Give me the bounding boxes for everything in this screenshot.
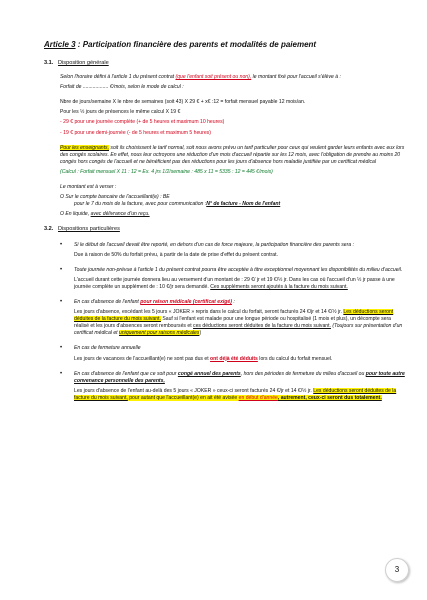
- paragraph-full-day-rate: - 29 € pour une journée complète (+ de 5 heures et maximum 10 heures): [60, 119, 225, 126]
- text-run: En cas d'absence de l'enfant: [74, 298, 141, 305]
- paragraph-half-day-rate: - 19 € pour une demi-journée (- de 5 heures et maximum 5 heures): [60, 129, 211, 136]
- text-run: Sauf si l'enfant est malade pour une longue période ou hospitalisé (1 mois et plus), un décompte sera réalisé et les jours d'absences seront remboursés et: [74, 316, 391, 330]
- paragraph-half-day: Pour les ½ jours de présences le même calcul X 19 €: [60, 109, 181, 116]
- paragraph-payment: Le montant est à verser :: [60, 184, 117, 191]
- article-title: [44, 40, 405, 50]
- text-run: Ces suppléments seront ajoutés à la facture du mois suivant.: [210, 283, 348, 290]
- highlight-yellow: Les déductions seront déduites de la facture du mois suivant,: [74, 387, 397, 401]
- text-run: Les jours d'absence, excédant les 5 jours « JOKER » repris dans le calcul du forfait, seront facturés 24 €/jr et 14 €/½ jr.: [74, 309, 342, 316]
- paragraph-teachers: [60, 145, 405, 166]
- section-3-1-body: [60, 74, 405, 218]
- text-run: Due à raison de 50% du forfait prévu, à partir de la date de prise d'effet du présent contrat.: [74, 251, 278, 258]
- bullet-icon: •: [60, 266, 63, 273]
- section-title: Dispositions particulières: [58, 226, 120, 233]
- list-item: [60, 371, 405, 402]
- text-run: ont déjà été déduits: [210, 355, 258, 362]
- bullet-icon: •: [60, 298, 63, 305]
- section-heading-3-2: [44, 226, 405, 233]
- paragraph-calc-example: (Calcul : Forfait mensuel X 11 : 12 = Ex. 4 jrs 1/2/semaine : 485 x 11 = 5335 : 12 = 445 €/mois): [60, 168, 273, 175]
- text-run: Les jours d'absence de l'enfant au-delà des 5 jours « JOKER » ceux-ci seront facturés 24 €/jr et 14 €/½ jr.: [74, 387, 312, 394]
- page-number: 3: [394, 565, 400, 575]
- section-number: 3.1.: [44, 60, 54, 66]
- text-run: ): [199, 330, 202, 337]
- list-item: [60, 267, 405, 291]
- text-run: pour toute autre convenance personnelle des parents,: [74, 370, 405, 384]
- section-heading-3-1: [44, 60, 405, 67]
- text-run: En cas d'absence de l'enfant que ce soit pour: [74, 370, 178, 377]
- article-number: Article 3: [44, 40, 76, 49]
- bullet-icon: •: [60, 370, 63, 377]
- text-run: Selon l'horaire défini à l'article 1 du présent contrat: [60, 74, 176, 81]
- highlight-yellow: en début d'année: [238, 394, 278, 401]
- highlight-yellow: pour autant que l'accueillant(e) en ait été avisée: [127, 394, 239, 401]
- highlight-red: (que l'enfant soit présent ou non),: [175, 74, 252, 81]
- article-heading: : Participation financière des parents et modalités de paiement: [75, 40, 317, 49]
- text-run: congé annuel des parents: [177, 370, 241, 377]
- text-run: , hors des périodes de fermeture du milieu d'accueil ou: [240, 370, 366, 377]
- text-run: avec délivrance d'un reçu.: [90, 211, 150, 218]
- text-run: Toute journée non-prévue à l'article 1 du présent contrat pourra être acceptée à titre exceptionnel moyennant les disponibilités du milieu d'accueil.: [74, 266, 403, 273]
- bullet-icon: •: [60, 345, 63, 352]
- text-run: O En liquide,: [60, 211, 91, 218]
- highlight-yellow: , autrement, ceux-ci seront dus totalement.: [277, 394, 382, 401]
- paragraph-calcul: Nbre de jours/semaine X le nbre de semaines (soit 43) X 29 € + x€ :12 = forfait mensuel payable 12 mois/an.: [60, 99, 306, 106]
- section-number: 3.2.: [44, 226, 54, 233]
- highlight-yellow: Pour les enseignants,: [60, 144, 109, 151]
- payment-option-cash: [60, 211, 405, 218]
- list-item: [60, 299, 405, 337]
- section-title: Disposition générale: [58, 60, 109, 66]
- text-run: N° de facture - Nom de l'enfant: [206, 201, 281, 208]
- text-run: le montant fixé pour l'accueil s'élève à :: [251, 74, 341, 81]
- page-number-badge: [385, 558, 409, 582]
- text-run: Les jours de vacances de l'accueillant(e) ne sont pas dus et: [74, 355, 211, 362]
- text-run: En cas de fermeture annuelle: [74, 345, 141, 352]
- paragraph-forfait: Forfait de .................. €/mois, selon le mode de calcul :: [60, 84, 184, 91]
- payment-option-bank: [60, 194, 405, 208]
- bullet-icon: •: [60, 241, 63, 248]
- text-run: ces déductions seront déduites de la facture du mois suivant.: [193, 323, 331, 330]
- list-item: [60, 242, 405, 259]
- paragraph-intro: [60, 74, 405, 81]
- text-run: (Toujours sur présentation d'un certificat médical et: [74, 323, 403, 337]
- text-run: pour le 7 du mois de la facture, avec pour communication :: [74, 201, 207, 208]
- text-run: Si le début de l'accueil devait être reporté, en dehors d'un cas de force majeure, la participation financière des parents sera :: [74, 241, 354, 248]
- text-run: :: [231, 298, 235, 305]
- text-run: soit ils choisissent le tarif normal, soit nous avons prévu un tarif particulier pour ceux qui veulent garder leurs enfants avec eux lors des congés scolaires. En effet, nous leur octroyons une réduction d'un mois d'accueil répartie sur les 12 mois, avec l'obligation de prendre au moins 20 congés hors congés de l'accueil et ne bénéficient pas des réductions pour les jours d'absence hors maladie justifiée par un certificat médical: [60, 144, 405, 165]
- text-run: L'accueil durant cette journée donnera lieu au versement d'un montant de : 29 €/ jr et 19 €/½ jr. Dans les cas où l'accueil d'un ½ jr passe à une journée complète un supplément de : 10 €/jr sera demandé.: [74, 276, 395, 290]
- highlight-red: pour raison médicale (certificat exigé): [140, 298, 232, 305]
- text-run: O Sur le compte bancaire de l'accueillant(e) : BE: [60, 194, 170, 201]
- highlight-yellow: uniquement pour raisons médicales: [119, 330, 200, 337]
- text-run: lors du calcul du forfait mensuel.: [257, 355, 333, 362]
- list-item: [60, 345, 405, 362]
- highlight-yellow: Les déductions seront déduites de la facture du mois suivant.: [74, 309, 394, 323]
